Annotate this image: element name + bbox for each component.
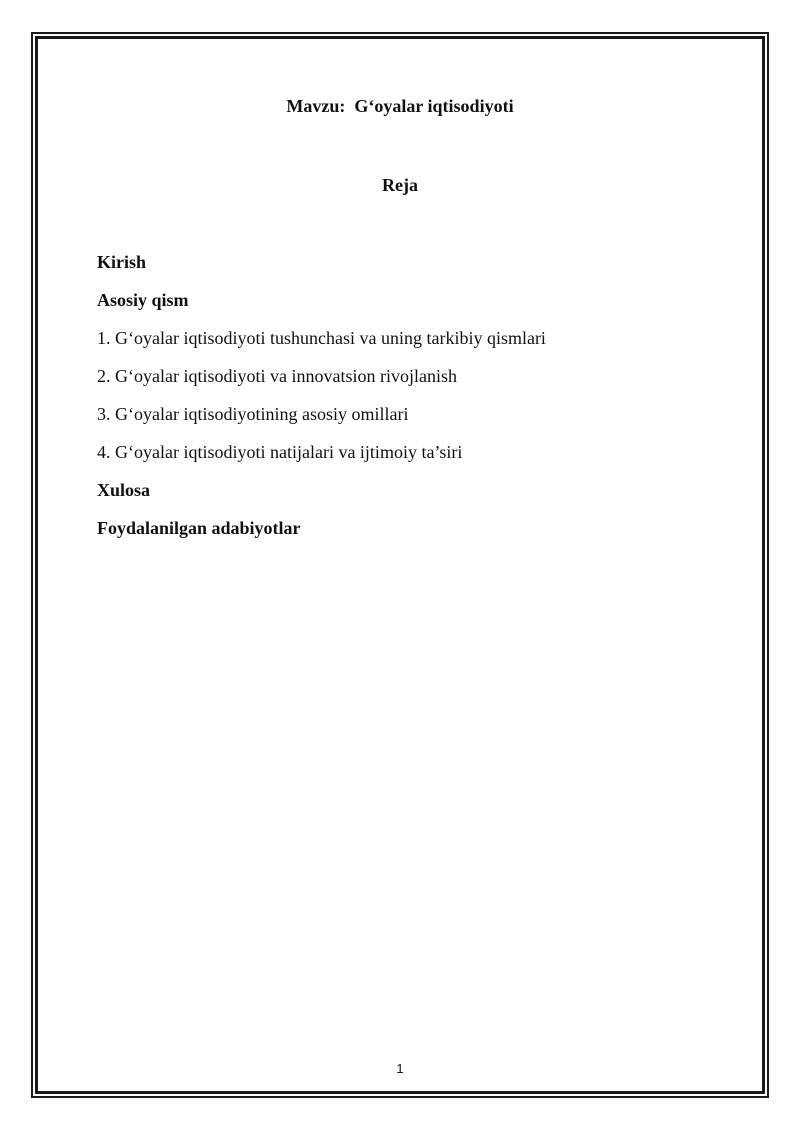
- plan-heading: Reja: [382, 175, 418, 195]
- table-of-contents: [97, 250, 546, 554]
- toc-item-main-part: Asosiy qism: [97, 290, 189, 310]
- toc-item-section-3: 3. G‘oyalar iqtisodiyotining asosiy omillari: [97, 404, 409, 424]
- page-title: Mavzu: G‘oyalar iqtisodiyoti: [286, 96, 514, 116]
- toc-item-section-4: 4. G‘oyalar iqtisodiyoti natijalari va ijtimoiy ta’siri: [97, 442, 463, 462]
- toc-item-introduction: Kirish: [97, 252, 147, 272]
- toc-item-section-1: 1. G‘oyalar iqtisodiyoti tushunchasi va uning tarkibiy qismlari: [97, 328, 546, 348]
- toc-item-conclusion: Xulosa: [97, 480, 151, 500]
- toc-item-section-2: 2. G‘oyalar iqtisodiyoti va innovatsion rivojlanish: [97, 366, 457, 386]
- toc-item-references: Foydalanilgan adabiyotlar: [97, 518, 301, 538]
- page-number: 1: [396, 1061, 404, 1076]
